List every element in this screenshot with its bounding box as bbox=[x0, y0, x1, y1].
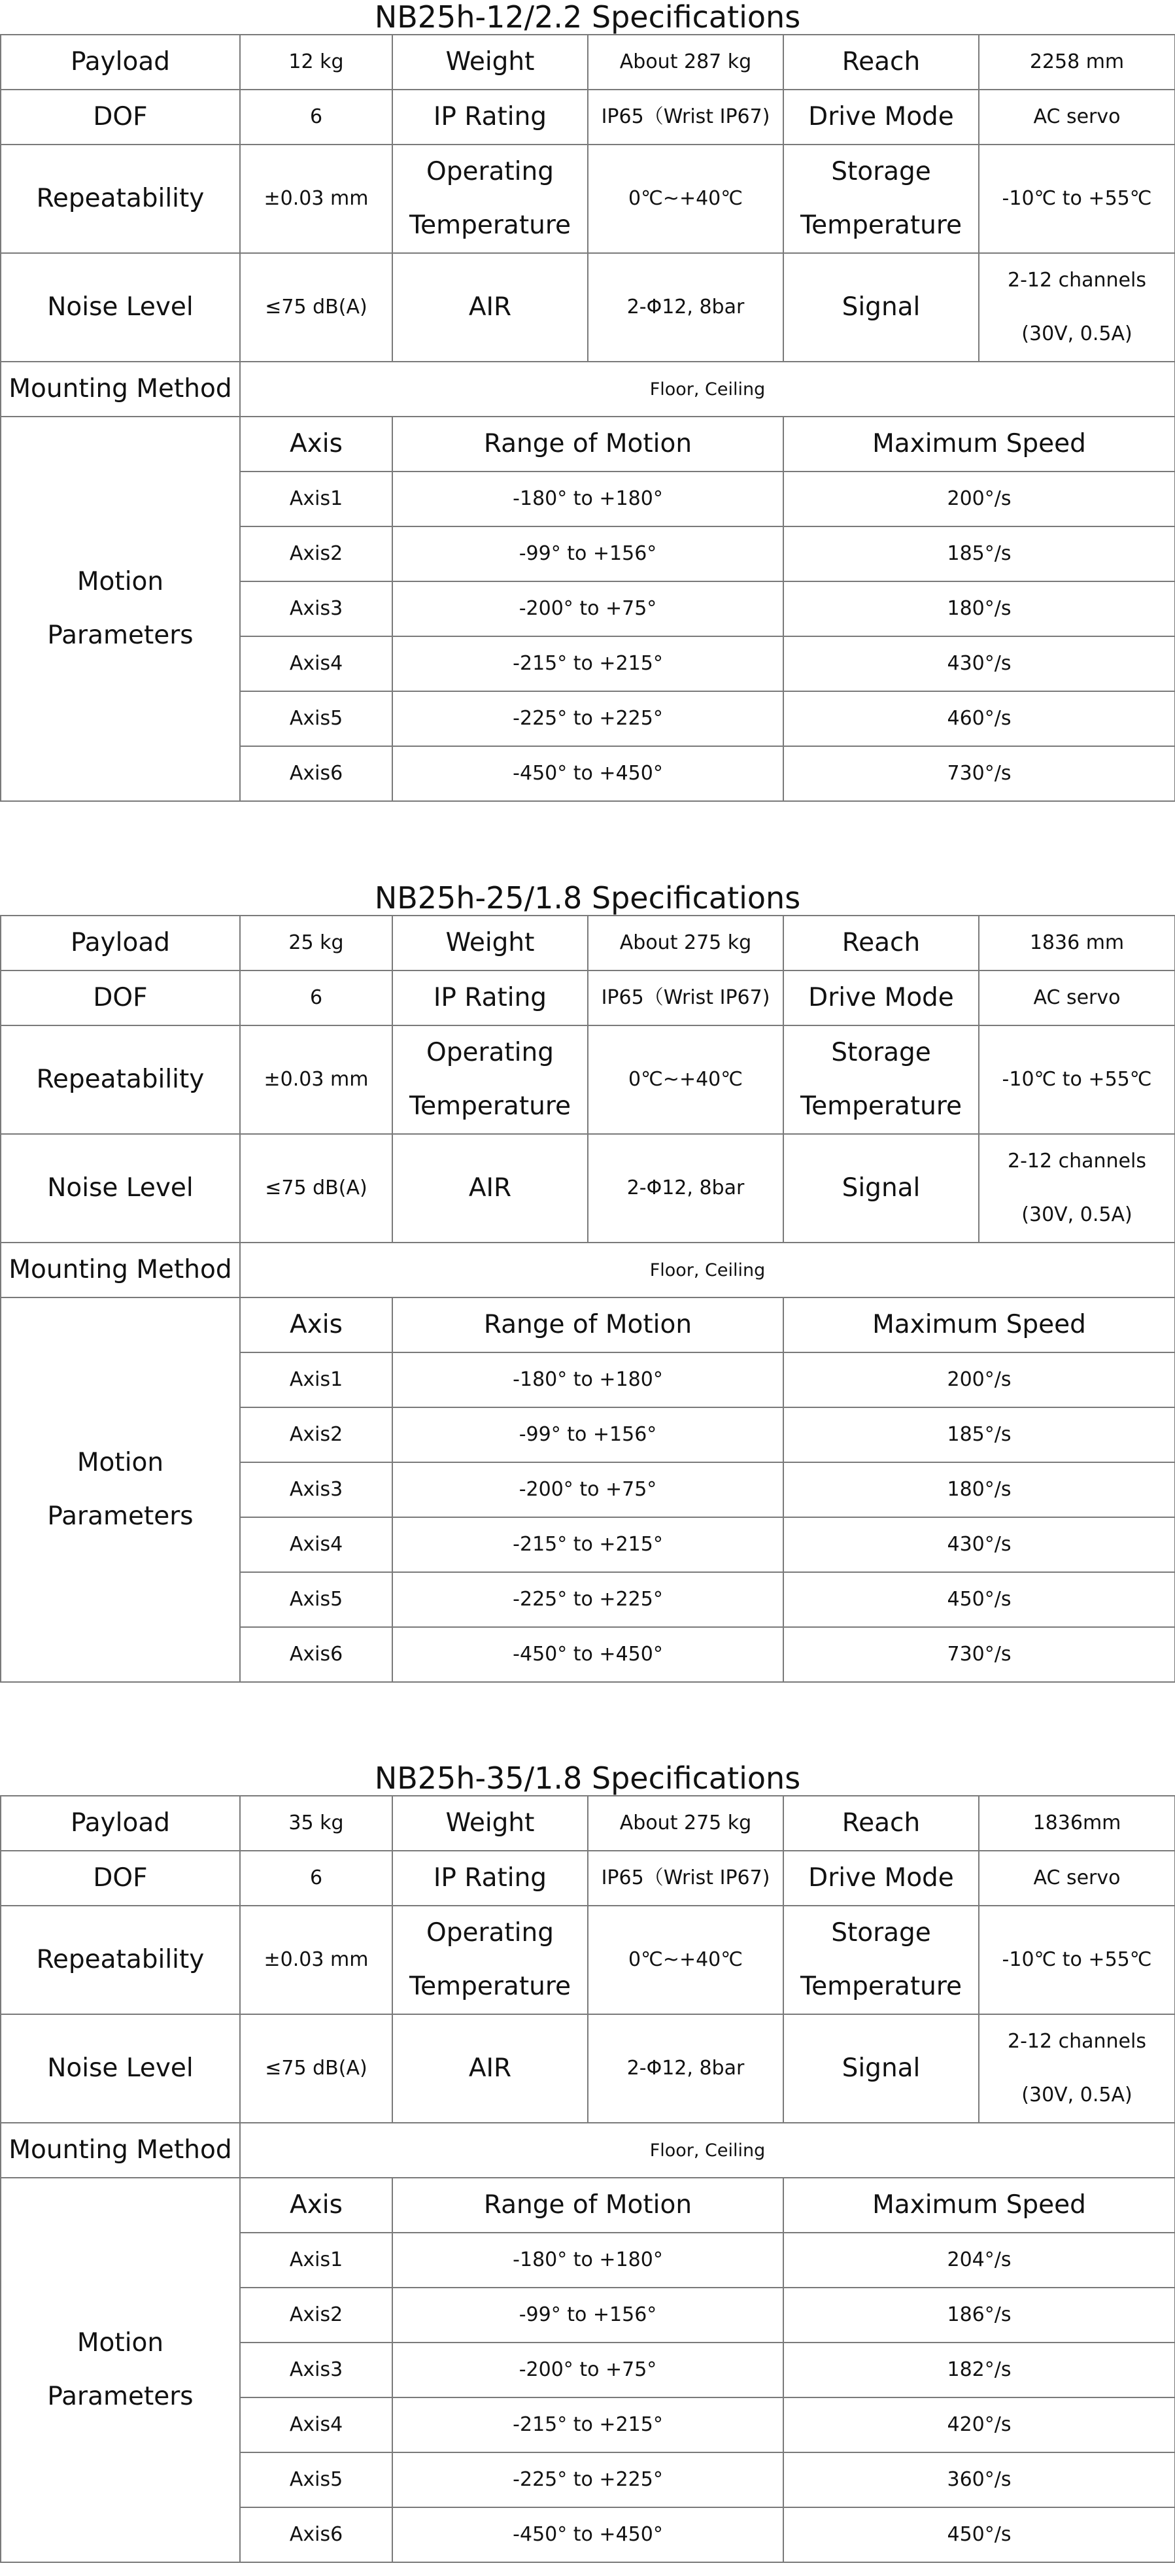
storage-temperature-label-line2: Temperature bbox=[800, 211, 962, 240]
mounting-method-value: Floor, Ceiling bbox=[240, 1243, 1175, 1297]
row-dof bbox=[1, 1851, 1175, 1906]
weight-value: About 275 kg bbox=[588, 1796, 783, 1851]
axis-speed: 200°/s bbox=[783, 472, 1175, 526]
air-label: AIR bbox=[392, 253, 588, 362]
axis-name: Axis3 bbox=[240, 1462, 392, 1517]
axis-speed: 186°/s bbox=[783, 2288, 1175, 2343]
axis-range: -99° to +156° bbox=[392, 1407, 783, 1462]
axis-range: -180° to +180° bbox=[392, 2233, 783, 2288]
maximum-speed-header: Maximum Speed bbox=[783, 2178, 1175, 2233]
noise-level-value: ≤75 dB(A) bbox=[240, 253, 392, 362]
repeatability-label: Repeatability bbox=[1, 1025, 240, 1134]
operating-temperature-label-line1: Operating bbox=[426, 1038, 554, 1067]
axis-range: -180° to +180° bbox=[392, 472, 783, 526]
noise-level-value: ≤75 dB(A) bbox=[240, 1134, 392, 1243]
air-value: 2-Φ12, 8bar bbox=[588, 253, 783, 362]
axis-speed: 180°/s bbox=[783, 1462, 1175, 1517]
signal-value-line2: (30V, 0.5A) bbox=[1021, 322, 1132, 345]
axis-speed: 730°/s bbox=[783, 746, 1175, 801]
motion-parameters-label bbox=[1, 1297, 240, 1682]
signal-value-line1: 2-12 channels bbox=[1008, 2030, 1146, 2053]
axis-range: -215° to +215° bbox=[392, 1517, 783, 1572]
weight-label: Weight bbox=[392, 35, 588, 90]
axis-name: Axis1 bbox=[240, 472, 392, 526]
ip-rating-value: IP65（Wrist IP67) bbox=[588, 1851, 783, 1906]
axis-name: Axis5 bbox=[240, 2452, 392, 2507]
motion-parameters-label-line2: Parameters bbox=[47, 2382, 194, 2411]
axis-name: Axis2 bbox=[240, 2288, 392, 2343]
spec-title: NB25h-35/1.8 Specifications bbox=[374, 1760, 801, 1796]
spec-block bbox=[0, 0, 1175, 802]
storage-temperature-value: -10℃ to +55℃ bbox=[979, 1025, 1175, 1134]
drive-mode-label: Drive Mode bbox=[783, 90, 979, 145]
operating-temperature-label-line2: Temperature bbox=[409, 211, 571, 240]
payload-value: 12 kg bbox=[240, 35, 392, 90]
dof-value: 6 bbox=[240, 1851, 392, 1906]
row-dof bbox=[1, 90, 1175, 145]
spec-block bbox=[0, 881, 1175, 1683]
air-label: AIR bbox=[392, 1134, 588, 1243]
axis-name: Axis4 bbox=[240, 1517, 392, 1572]
ip-rating-label: IP Rating bbox=[392, 970, 588, 1025]
dof-value: 6 bbox=[240, 970, 392, 1025]
axis-name: Axis5 bbox=[240, 691, 392, 746]
air-value: 2-Φ12, 8bar bbox=[588, 2014, 783, 2123]
maximum-speed-header: Maximum Speed bbox=[783, 417, 1175, 472]
noise-level-label: Noise Level bbox=[1, 2014, 240, 2123]
storage-temperature-label-line1: Storage bbox=[831, 1918, 931, 1948]
row-payload bbox=[1, 916, 1175, 970]
axis-range: -200° to +75° bbox=[392, 2343, 783, 2397]
axis-name: Axis3 bbox=[240, 581, 392, 636]
axis-speed: 460°/s bbox=[783, 691, 1175, 746]
axis-range: -200° to +75° bbox=[392, 1462, 783, 1517]
storage-temperature-label-line2: Temperature bbox=[800, 1972, 962, 2001]
axis-range: -99° to +156° bbox=[392, 2288, 783, 2343]
operating-temperature-label-line2: Temperature bbox=[409, 1091, 571, 1121]
range-of-motion-header: Range of Motion bbox=[392, 1297, 783, 1352]
maximum-speed-header: Maximum Speed bbox=[783, 1297, 1175, 1352]
axis-name: Axis6 bbox=[240, 746, 392, 801]
operating-temperature-label-line2: Temperature bbox=[409, 1972, 571, 2001]
weight-label: Weight bbox=[392, 916, 588, 970]
row-mounting-method bbox=[1, 2123, 1175, 2178]
motion-parameters-label-line2: Parameters bbox=[47, 621, 194, 650]
reach-label: Reach bbox=[783, 35, 979, 90]
signal-label: Signal bbox=[783, 1134, 979, 1243]
axis-range: -215° to +215° bbox=[392, 636, 783, 691]
motion-parameters-label bbox=[1, 417, 240, 801]
axis-speed: 360°/s bbox=[783, 2452, 1175, 2507]
mounting-method-label: Mounting Method bbox=[1, 2123, 240, 2178]
range-of-motion-header: Range of Motion bbox=[392, 2178, 783, 2233]
axis-speed: 430°/s bbox=[783, 636, 1175, 691]
axis-range: -225° to +225° bbox=[392, 691, 783, 746]
row-payload bbox=[1, 1796, 1175, 1851]
axis-name: Axis4 bbox=[240, 2397, 392, 2452]
ip-rating-value: IP65（Wrist IP67) bbox=[588, 90, 783, 145]
signal-value bbox=[979, 2014, 1175, 2123]
axis-name: Axis2 bbox=[240, 1407, 392, 1462]
signal-value bbox=[979, 1134, 1175, 1243]
storage-temperature-value: -10℃ to +55℃ bbox=[979, 145, 1175, 253]
spec-block bbox=[0, 1761, 1175, 2563]
storage-temperature-label bbox=[783, 1025, 979, 1134]
row-noise-level bbox=[1, 253, 1175, 362]
mounting-method-label: Mounting Method bbox=[1, 1243, 240, 1297]
signal-value-line1: 2-12 channels bbox=[1008, 1150, 1146, 1173]
row-dof bbox=[1, 970, 1175, 1025]
signal-value-line2: (30V, 0.5A) bbox=[1021, 1203, 1132, 1226]
motion-parameters-label-line1: Motion bbox=[77, 1448, 164, 1477]
mounting-method-value: Floor, Ceiling bbox=[240, 2123, 1175, 2178]
air-value: 2-Φ12, 8bar bbox=[588, 1134, 783, 1243]
signal-label: Signal bbox=[783, 2014, 979, 2123]
operating-temperature-label-line1: Operating bbox=[426, 1918, 554, 1948]
range-of-motion-header: Range of Motion bbox=[392, 417, 783, 472]
air-label: AIR bbox=[392, 2014, 588, 2123]
axis-header: Axis bbox=[240, 1297, 392, 1352]
ip-rating-value: IP65（Wrist IP67) bbox=[588, 970, 783, 1025]
repeatability-label: Repeatability bbox=[1, 145, 240, 253]
storage-temperature-label-line1: Storage bbox=[831, 157, 931, 186]
mounting-method-label: Mounting Method bbox=[1, 362, 240, 417]
noise-level-label: Noise Level bbox=[1, 253, 240, 362]
signal-value-line1: 2-12 channels bbox=[1008, 269, 1146, 292]
motion-parameters-label bbox=[1, 2178, 240, 2562]
storage-temperature-label-line2: Temperature bbox=[800, 1091, 962, 1121]
axis-range: -225° to +225° bbox=[392, 1572, 783, 1627]
axis-range: -225° to +225° bbox=[392, 2452, 783, 2507]
drive-mode-label: Drive Mode bbox=[783, 1851, 979, 1906]
mounting-method-value: Floor, Ceiling bbox=[240, 362, 1175, 417]
reach-label: Reach bbox=[783, 916, 979, 970]
payload-label: Payload bbox=[1, 916, 240, 970]
storage-temperature-value: -10℃ to +55℃ bbox=[979, 1906, 1175, 2014]
axis-range: -180° to +180° bbox=[392, 1352, 783, 1407]
row-motion-header bbox=[1, 417, 1175, 472]
drive-mode-label: Drive Mode bbox=[783, 970, 979, 1025]
axis-name: Axis1 bbox=[240, 2233, 392, 2288]
row-mounting-method bbox=[1, 362, 1175, 417]
axis-speed: 420°/s bbox=[783, 2397, 1175, 2452]
row-mounting-method bbox=[1, 1243, 1175, 1297]
axis-name: Axis2 bbox=[240, 526, 392, 581]
dof-value: 6 bbox=[240, 90, 392, 145]
axis-range: -450° to +450° bbox=[392, 746, 783, 801]
axis-name: Axis4 bbox=[240, 636, 392, 691]
operating-temperature-label bbox=[392, 1025, 588, 1134]
weight-value: About 275 kg bbox=[588, 916, 783, 970]
spec-title: NB25h-25/1.8 Specifications bbox=[374, 880, 801, 916]
reach-value: 1836 mm bbox=[979, 916, 1175, 970]
signal-value bbox=[979, 253, 1175, 362]
axis-range: -200° to +75° bbox=[392, 581, 783, 636]
operating-temperature-label-line1: Operating bbox=[426, 157, 554, 186]
axis-speed: 182°/s bbox=[783, 2343, 1175, 2397]
reach-label: Reach bbox=[783, 1796, 979, 1851]
repeatability-value: ±0.03 mm bbox=[240, 145, 392, 253]
spec-table bbox=[0, 915, 1175, 1683]
drive-mode-value: AC servo bbox=[979, 90, 1175, 145]
repeatability-label: Repeatability bbox=[1, 1906, 240, 2014]
axis-range: -450° to +450° bbox=[392, 2507, 783, 2562]
spec-table bbox=[0, 1795, 1175, 2563]
row-repeatability bbox=[1, 145, 1175, 253]
axis-name: Axis3 bbox=[240, 2343, 392, 2397]
motion-parameters-label-line2: Parameters bbox=[47, 1502, 194, 1531]
ip-rating-label: IP Rating bbox=[392, 90, 588, 145]
spec-table bbox=[0, 34, 1175, 802]
row-noise-level bbox=[1, 1134, 1175, 1243]
axis-speed: 450°/s bbox=[783, 2507, 1175, 2562]
drive-mode-value: AC servo bbox=[979, 970, 1175, 1025]
row-repeatability bbox=[1, 1025, 1175, 1134]
operating-temperature-value: 0℃~+40℃ bbox=[588, 1025, 783, 1134]
axis-range: -215° to +215° bbox=[392, 2397, 783, 2452]
signal-label: Signal bbox=[783, 253, 979, 362]
axis-speed: 185°/s bbox=[783, 526, 1175, 581]
axis-speed: 450°/s bbox=[783, 1572, 1175, 1627]
noise-level-value: ≤75 dB(A) bbox=[240, 2014, 392, 2123]
axis-speed: 204°/s bbox=[783, 2233, 1175, 2288]
axis-speed: 430°/s bbox=[783, 1517, 1175, 1572]
dof-label: DOF bbox=[1, 1851, 240, 1906]
row-repeatability bbox=[1, 1906, 1175, 2014]
payload-label: Payload bbox=[1, 1796, 240, 1851]
operating-temperature-value: 0℃~+40℃ bbox=[588, 145, 783, 253]
storage-temperature-label-line1: Storage bbox=[831, 1038, 931, 1067]
operating-temperature-value: 0℃~+40℃ bbox=[588, 1906, 783, 2014]
storage-temperature-label bbox=[783, 145, 979, 253]
noise-level-label: Noise Level bbox=[1, 1134, 240, 1243]
row-payload bbox=[1, 35, 1175, 90]
axis-name: Axis5 bbox=[240, 1572, 392, 1627]
reach-value: 2258 mm bbox=[979, 35, 1175, 90]
row-noise-level bbox=[1, 2014, 1175, 2123]
axis-name: Axis1 bbox=[240, 1352, 392, 1407]
weight-value: About 287 kg bbox=[588, 35, 783, 90]
drive-mode-value: AC servo bbox=[979, 1851, 1175, 1906]
row-motion-header bbox=[1, 2178, 1175, 2233]
axis-header: Axis bbox=[240, 2178, 392, 2233]
reach-value: 1836mm bbox=[979, 1796, 1175, 1851]
row-motion-header bbox=[1, 1297, 1175, 1352]
operating-temperature-label bbox=[392, 145, 588, 253]
payload-label: Payload bbox=[1, 35, 240, 90]
axis-speed: 200°/s bbox=[783, 1352, 1175, 1407]
payload-value: 35 kg bbox=[240, 1796, 392, 1851]
spec-title: NB25h-12/2.2 Specifications bbox=[374, 0, 801, 35]
motion-parameters-label-line1: Motion bbox=[77, 2328, 164, 2358]
signal-value-line2: (30V, 0.5A) bbox=[1021, 2084, 1132, 2106]
storage-temperature-label bbox=[783, 1906, 979, 2014]
axis-header: Axis bbox=[240, 417, 392, 472]
weight-label: Weight bbox=[392, 1796, 588, 1851]
motion-parameters-label-line1: Motion bbox=[77, 567, 164, 596]
dof-label: DOF bbox=[1, 90, 240, 145]
payload-value: 25 kg bbox=[240, 916, 392, 970]
operating-temperature-label bbox=[392, 1906, 588, 2014]
axis-range: -450° to +450° bbox=[392, 1627, 783, 1682]
axis-speed: 185°/s bbox=[783, 1407, 1175, 1462]
axis-range: -99° to +156° bbox=[392, 526, 783, 581]
axis-speed: 180°/s bbox=[783, 581, 1175, 636]
repeatability-value: ±0.03 mm bbox=[240, 1906, 392, 2014]
axis-speed: 730°/s bbox=[783, 1627, 1175, 1682]
axis-name: Axis6 bbox=[240, 2507, 392, 2562]
repeatability-value: ±0.03 mm bbox=[240, 1025, 392, 1134]
axis-name: Axis6 bbox=[240, 1627, 392, 1682]
dof-label: DOF bbox=[1, 970, 240, 1025]
ip-rating-label: IP Rating bbox=[392, 1851, 588, 1906]
